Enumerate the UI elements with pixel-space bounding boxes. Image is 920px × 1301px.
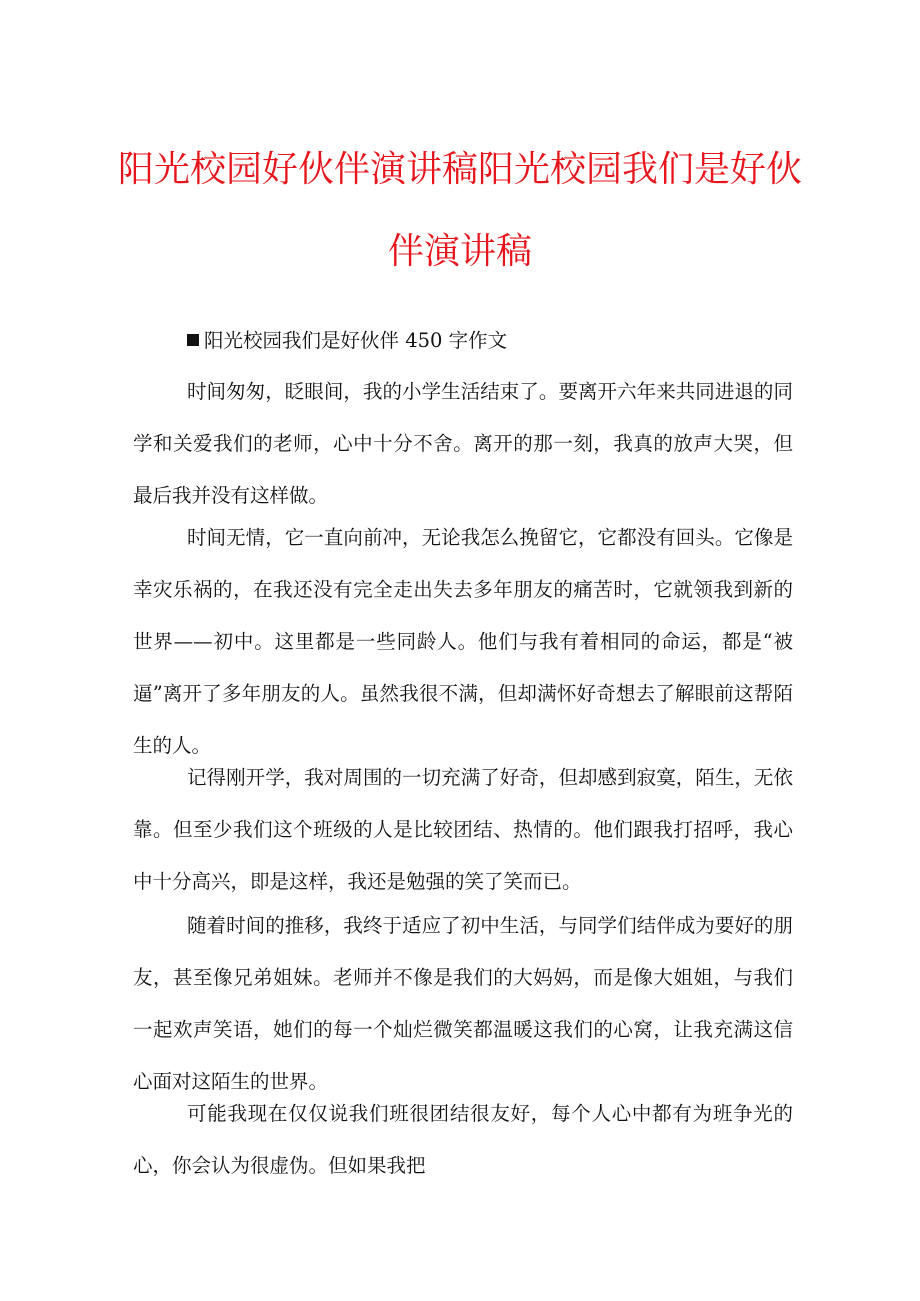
- paragraph-5: 可能我现在仅仅说我们班很团结很友好，每个人心中都有为班争光的心，你会认为很虚伪。但如果我把: [133, 1102, 793, 1177]
- black-square-bullet-icon: [187, 334, 199, 346]
- paragraph-3: 记得刚开学，我对周围的一切充满了好奇，但却感到寂寞，陌生，无依靠。但至少我们这个班级的人是比较团结、热情的。他们跟我打招呼，我心中十分高兴，即是这样，我还是勉强的笑了笑而已。: [133, 766, 793, 893]
- subheading-text: 阳光校园我们是好伙伴 450 字作文: [204, 329, 508, 352]
- paragraph-4: 随着时间的推移，我终于适应了初中生活，与同学们结伴成为要好的朋友，甚至像兄弟姐妹。老师并不像是我们的大妈妈，而是像大姐姐，与我们一起欢声笑语，她们的每一个灿烂微笑都温暖这我们的心窝，让我充满这信心面对这陌生的世界。: [133, 914, 793, 1093]
- title-line-2: 伴演讲稿: [387, 231, 532, 272]
- paragraph-1: 时间匆匆，眨眼间，我的小学生活结束了。要离开六年来共同进退的同学和关爱我们的老师，心中十分不舍。离开的那一刻，我真的放声大哭，但最后我并没有这样做。: [133, 380, 793, 507]
- title-line-1: 阳光校园好伙伴演讲稿阳光校园我们是好伙: [117, 149, 802, 190]
- subheading: [187, 328, 847, 354]
- paragraph-2: 时间无情，它一直向前冲，无论我怎么挽留它，它都没有回头。它像是幸灾乐祸的，在我还没有完全走出失去多年朋友的痛苦时，它就领我到新的世界——初中。这里都是一些同龄人。他们与我有着相同的命运，都是“被逼”离开了多年朋友的人。虽然我很不满，但却满怀好奇想去了解眼前这帮陌生的人。: [133, 526, 793, 757]
